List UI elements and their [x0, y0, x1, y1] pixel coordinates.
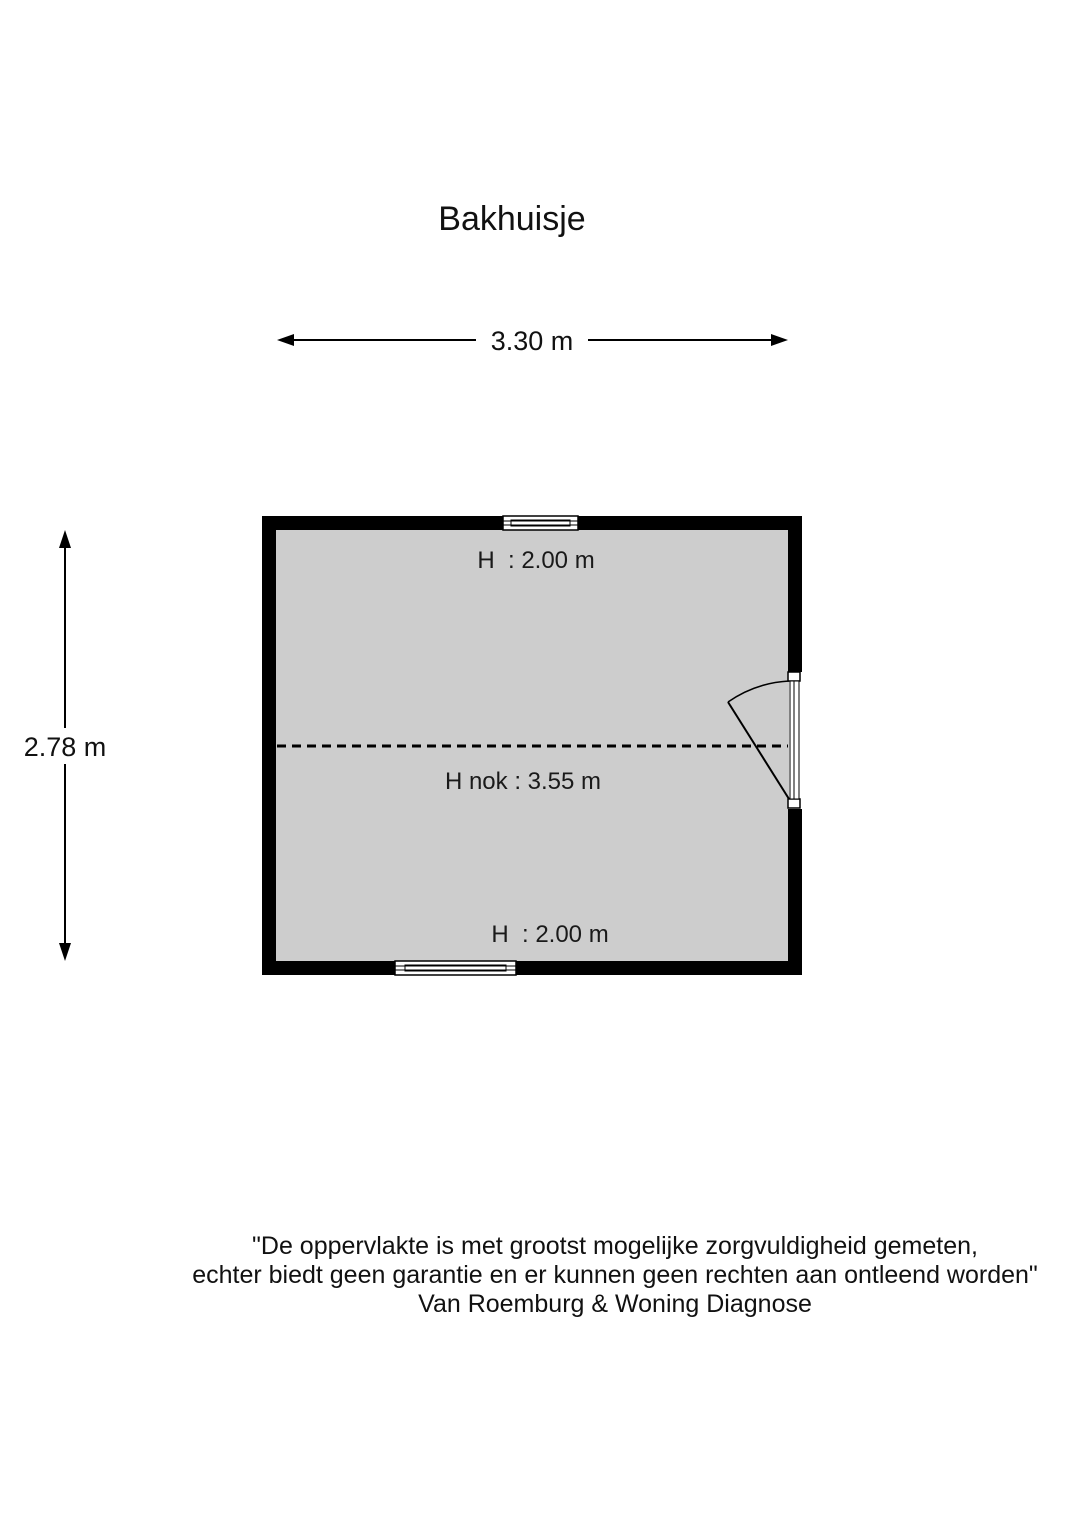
- height-label-bottom: H : 2.00 m: [491, 921, 609, 948]
- width-label: 3.30 m: [490, 326, 574, 356]
- door-frame-top: [788, 672, 800, 681]
- wall-top-right: [578, 516, 802, 530]
- height-label-top: H : 2.00 m: [477, 547, 595, 574]
- wall-right-lower: [788, 809, 802, 975]
- disclaimer-line-1: "De oppervlakte is met grootst mogelijke zorgvuldigheid gemeten,: [252, 1232, 978, 1260]
- wall-bottom-left: [262, 961, 395, 975]
- wall-bottom-right: [516, 961, 802, 975]
- plan-title: Bakhuisje: [438, 200, 586, 238]
- window-top: [503, 516, 578, 530]
- arrow-left-icon: [277, 334, 294, 346]
- ridge-height-label: H nok : 3.55 m: [444, 768, 602, 795]
- window-bottom: [395, 961, 516, 975]
- arrow-up-icon: [59, 530, 71, 548]
- wall-left: [262, 516, 276, 975]
- depth-label: 2.78 m: [23, 732, 107, 762]
- disclaimer-line-2: echter biedt geen garantie en er kunnen geen rechten aan ontleend worden": [192, 1261, 1038, 1289]
- disclaimer-line-3: Van Roemburg & Woning Diagnose: [418, 1290, 812, 1318]
- disclaimer: [120, 1232, 1080, 1319]
- arrow-down-icon: [59, 943, 71, 961]
- wall-top-left: [262, 516, 503, 530]
- door-frame-bottom: [788, 799, 800, 808]
- width-dimension: [277, 326, 788, 356]
- depth-dimension: [24, 530, 107, 961]
- arrow-right-icon: [771, 334, 788, 346]
- wall-right-upper: [788, 516, 802, 672]
